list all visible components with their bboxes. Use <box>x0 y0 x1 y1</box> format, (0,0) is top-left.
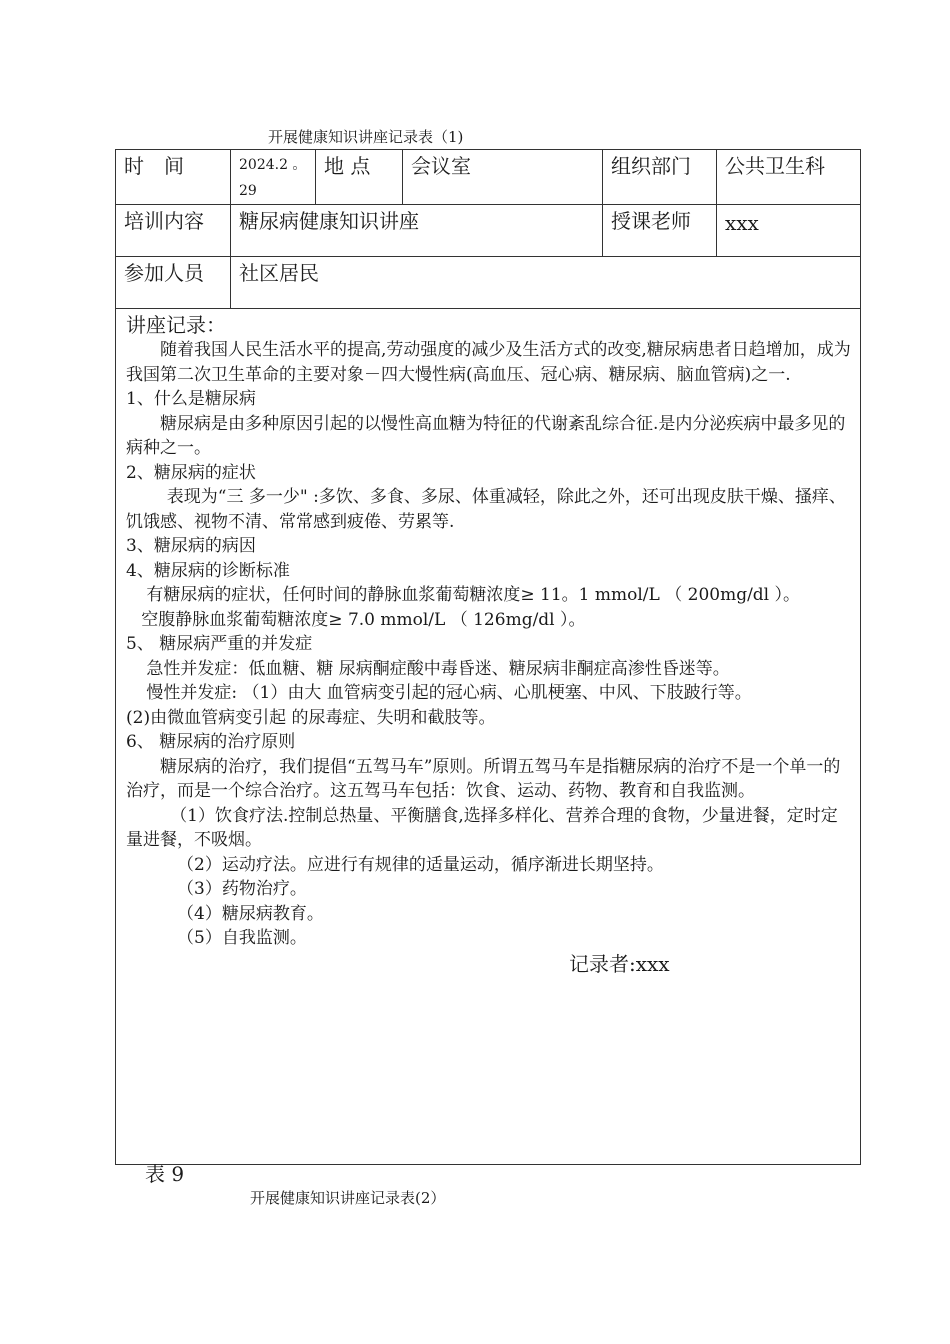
record-section-heading: 5、 糖尿病严重的并发症 <box>126 634 313 654</box>
dept-label-cell <box>603 150 717 205</box>
record-paragraph: 慢性并发症: （1）由大 血管病变引起的冠心病、心肌梗塞、中风、下肢跛行等。 <box>146 683 752 703</box>
teacher-value: xxx <box>725 211 759 235</box>
place-value-cell <box>403 150 603 205</box>
record-paragraph: （4）糖尿病教育。 <box>177 903 324 924</box>
place-label-cell <box>316 150 403 205</box>
record-heading: 讲座记录： <box>126 313 226 337</box>
time-value-cell <box>231 150 316 205</box>
time-label-cell <box>116 150 231 205</box>
time-value: 2024.2 。29 <box>239 157 307 199</box>
teacher-label: 授课老师 <box>611 209 691 233</box>
record-paragraph: 表现为“三 多一少" :多饮、多食、多尿、体重减轻，除此之外，还可出现皮肤干燥、搔痒、 饥饿感、视物不清、常常感到疲倦、劳累等. <box>126 487 846 532</box>
lecture-record-body <box>116 309 860 977</box>
record-paragraph: （2）运动疗法。应进行有规律的适量运动，循序渐进长期坚持。 <box>177 854 664 875</box>
record-paragraph: 空腹静脉血浆葡萄糖浓度≥ 7.0 mmol/L （ 126mg/dl ）。 <box>141 609 586 630</box>
record-paragraph: (2)由微血管病变引起 的尿毒症、失明和截肢等。 <box>126 707 496 728</box>
record-section-heading: 6、 糖尿病的治疗原则 <box>126 732 296 752</box>
table-row <box>116 150 861 205</box>
table-row <box>116 309 861 1165</box>
record-section-heading: 1、什么是糖尿病 <box>126 389 256 409</box>
participants-value: 社区居民 <box>239 261 319 285</box>
participants-value-cell <box>231 257 861 309</box>
recorder-signature: 记录者:xxx <box>569 951 670 976</box>
dept-value-cell <box>717 150 861 205</box>
participants-label-cell <box>116 257 231 309</box>
content-value-cell <box>231 205 603 257</box>
record-section-heading: 4、糖尿病的诊断标准 <box>126 560 290 581</box>
place-label: 地 点 <box>324 154 371 178</box>
table-row <box>116 257 861 309</box>
record-form-title-2: 开展健康知识讲座记录表(2） <box>250 1189 446 1207</box>
lecture-record-cell <box>116 309 861 1165</box>
content-label: 培训内容 <box>124 209 204 233</box>
dept-value: 公共卫生科 <box>725 154 825 178</box>
place-value: 会议室 <box>411 154 471 178</box>
content-value: 糖尿病健康知识讲座 <box>239 209 419 233</box>
record-paragraph: （1）饮食疗法.控制总热量、平衡膳食,选择多样化、营养合理的食物，少量进餐，定时定量进餐，不吸烟。 <box>126 805 838 850</box>
table-row <box>116 205 861 257</box>
record-paragraph: 有糖尿病的症状，任何时间的静脉血浆葡萄糖浓度≥ 11。1 mmol/L （ 200mg/dl ）。 <box>146 585 801 605</box>
record-paragraph: 糖尿病是由多种原因引起的以慢性高血糖为特征的代谢紊乱综合征.是内分泌疾病中最多见的病种之一。 <box>126 413 846 458</box>
record-paragraph: 糖尿病的治疗，我们提倡“五驾马车”原则。所谓五驾马车是指糖尿病的治疗不是一个单一的治疗，而是一个综合治疗。这五驾马车包括：饮食、运动、药物、教育和自我监测。 <box>126 756 841 801</box>
record-paragraph: （5）自我监测。 <box>177 928 307 948</box>
teacher-value-cell <box>717 205 861 257</box>
lecture-record-table <box>115 149 861 1165</box>
dept-label: 组织部门 <box>611 154 691 178</box>
record-paragraph: 随着我国人民生活水平的提高,劳动强度的减少及生活方式的改变,糖尿病患者日趋增加，成为我国第二次卫生革命的主要对象－四大慢性病(高血压、冠心病、糖尿病、脑血管病)之一. <box>126 340 851 385</box>
record-paragraph: 急性并发症：低血糖、糖 尿病酮症酸中毒昏迷、糖尿病非酮症高渗性昏迷等。 <box>146 658 730 679</box>
record-form-title-1: 开展健康知识讲座记录表（1) <box>268 128 464 146</box>
participants-label: 参加人员 <box>124 261 204 285</box>
table-number: 表 9 <box>145 1162 185 1186</box>
teacher-label-cell <box>603 205 717 257</box>
record-section-heading: 2、糖尿病的症状 <box>126 462 256 483</box>
time-label: 时 间 <box>124 154 184 178</box>
content-label-cell <box>116 205 231 257</box>
record-paragraph: （3）药物治疗。 <box>177 879 307 899</box>
record-section-heading: 3、糖尿病的病因 <box>126 536 256 556</box>
